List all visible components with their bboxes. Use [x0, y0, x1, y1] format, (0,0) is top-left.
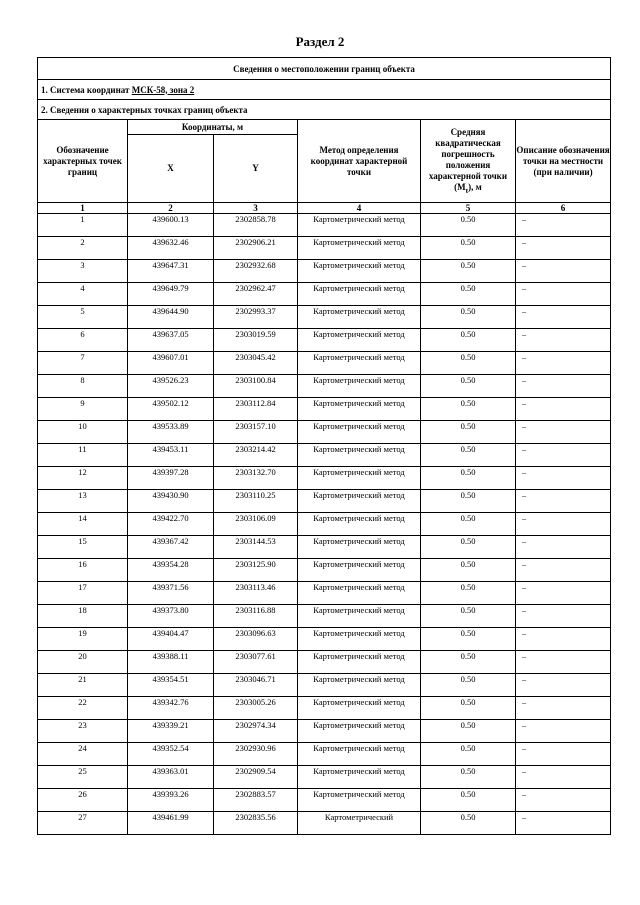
description: –: [516, 789, 611, 812]
mean-square-error: 0.50: [421, 398, 516, 421]
point-number: 8: [38, 375, 128, 398]
x-coordinate: 439533.89: [128, 421, 214, 444]
point-number: 25: [38, 766, 128, 789]
table-row: [38, 536, 611, 559]
y-coordinate: 2302835.56: [214, 812, 298, 835]
point-number: 20: [38, 651, 128, 674]
description: –: [516, 674, 611, 697]
mean-square-error: 0.50: [421, 697, 516, 720]
mean-square-error: 0.50: [421, 467, 516, 490]
table-row: [38, 559, 611, 582]
table-row: [38, 283, 611, 306]
method: Картометрический метод: [298, 536, 421, 559]
mean-square-error: 0.50: [421, 421, 516, 444]
mean-square-error: 0.50: [421, 674, 516, 697]
header-error: [421, 120, 516, 203]
table-row: [38, 674, 611, 697]
method: Картометрический метод: [298, 467, 421, 490]
x-coordinate: 439393.26: [128, 789, 214, 812]
y-coordinate: 2303132.70: [214, 467, 298, 490]
x-coordinate: 439397.28: [128, 467, 214, 490]
y-coordinate: 2303113.46: [214, 582, 298, 605]
x-coordinate: 439430.90: [128, 490, 214, 513]
description: –: [516, 559, 611, 582]
mean-square-error: 0.50: [421, 375, 516, 398]
point-number: 14: [38, 513, 128, 536]
method: Картометрический метод: [298, 260, 421, 283]
column-numbers-row: [38, 203, 611, 214]
table-row: [38, 513, 611, 536]
mean-square-error: 0.50: [421, 605, 516, 628]
method: Картометрический метод: [298, 398, 421, 421]
mean-square-error: 0.50: [421, 444, 516, 467]
point-number: 18: [38, 605, 128, 628]
x-coordinate: 439404.47: [128, 628, 214, 651]
description: –: [516, 306, 611, 329]
mean-square-error: 0.50: [421, 536, 516, 559]
x-coordinate: 439600.13: [128, 214, 214, 237]
mean-square-error: 0.50: [421, 651, 516, 674]
mean-square-error: 0.50: [421, 329, 516, 352]
x-coordinate: 439342.76: [128, 697, 214, 720]
x-coordinate: 439502.12: [128, 398, 214, 421]
mean-square-error: 0.50: [421, 237, 516, 260]
point-number: 16: [38, 559, 128, 582]
mean-square-error: 0.50: [421, 352, 516, 375]
method: Картометрический метод: [298, 444, 421, 467]
point-number: 12: [38, 467, 128, 490]
y-coordinate: 2303110.25: [214, 490, 298, 513]
description: –: [516, 375, 611, 398]
mean-square-error: 0.50: [421, 812, 516, 835]
x-coordinate: 439354.51: [128, 674, 214, 697]
description: –: [516, 214, 611, 237]
x-coordinate: 439422.70: [128, 513, 214, 536]
description: –: [516, 743, 611, 766]
point-number: 10: [38, 421, 128, 444]
header-point-name: Обозначение характерных точек границ: [38, 120, 128, 203]
mean-square-error: 0.50: [421, 720, 516, 743]
coord-system-value: МСК-58, зона 2: [131, 84, 195, 95]
mean-square-error: 0.50: [421, 789, 516, 812]
y-coordinate: 2302932.68: [214, 260, 298, 283]
y-coordinate: 2303157.10: [214, 421, 298, 444]
x-coordinate: 439354.28: [128, 559, 214, 582]
mean-square-error: 0.50: [421, 582, 516, 605]
mean-square-error: 0.50: [421, 306, 516, 329]
y-coordinate: 2303096.63: [214, 628, 298, 651]
mean-square-error: 0.50: [421, 766, 516, 789]
table-row: [38, 812, 611, 835]
x-coordinate: 439607.01: [128, 352, 214, 375]
mean-square-error: 0.50: [421, 743, 516, 766]
table-row: [38, 697, 611, 720]
method: Картометрический метод: [298, 513, 421, 536]
description: –: [516, 720, 611, 743]
coord-system-label: 1. Система координат: [41, 84, 132, 95]
method: Картометрический: [298, 812, 421, 835]
method: Картометрический метод: [298, 789, 421, 812]
point-number: 21: [38, 674, 128, 697]
y-coordinate: 2303046.71: [214, 674, 298, 697]
table-row: [38, 628, 611, 651]
point-number: 4: [38, 283, 128, 306]
description: –: [516, 605, 611, 628]
table-row: [38, 582, 611, 605]
table-row: [38, 490, 611, 513]
header-coords: Координаты, м: [128, 120, 298, 135]
point-number: 3: [38, 260, 128, 283]
mean-square-error: 0.50: [421, 490, 516, 513]
x-coordinate: 439363.01: [128, 766, 214, 789]
y-coordinate: 2303214.42: [214, 444, 298, 467]
point-number: 23: [38, 720, 128, 743]
description: –: [516, 352, 611, 375]
point-number: 22: [38, 697, 128, 720]
y-coordinate: 2302930.96: [214, 743, 298, 766]
method: Картометрический метод: [298, 628, 421, 651]
y-coordinate: 2302974.34: [214, 720, 298, 743]
header-error-main: Средняя квадратическая погрешность положения характерной точки (M: [428, 126, 508, 192]
header-y: Y: [214, 135, 298, 203]
description: –: [516, 628, 611, 651]
description: –: [516, 237, 611, 260]
table-row: [38, 743, 611, 766]
point-number: 6: [38, 329, 128, 352]
point-number: 1: [38, 214, 128, 237]
method: Картометрический метод: [298, 559, 421, 582]
method: Картометрический метод: [298, 697, 421, 720]
method: Картометрический метод: [298, 237, 421, 260]
mean-square-error: 0.50: [421, 214, 516, 237]
method: Картометрический метод: [298, 651, 421, 674]
description: –: [516, 421, 611, 444]
header-method: Метод определения координат характерной точки: [298, 120, 421, 203]
x-coordinate: 439373.80: [128, 605, 214, 628]
point-number: 13: [38, 490, 128, 513]
method: Картометрический метод: [298, 605, 421, 628]
boundary-table: [37, 57, 611, 835]
y-coordinate: 2302858.78: [214, 214, 298, 237]
table-row: [38, 329, 611, 352]
description: –: [516, 467, 611, 490]
x-coordinate: 439352.54: [128, 743, 214, 766]
header-description: Описание обозначения точки на местности (при наличии): [516, 120, 611, 203]
y-coordinate: 2302883.57: [214, 789, 298, 812]
table-row: [38, 352, 611, 375]
table-row: [38, 375, 611, 398]
table-row: [38, 651, 611, 674]
y-coordinate: 2303045.42: [214, 352, 298, 375]
points-heading: 2. Сведения о характерных точках границ объекта: [38, 100, 611, 120]
method: Картометрический метод: [298, 375, 421, 398]
method: Картометрический метод: [298, 329, 421, 352]
header-error-tail: ), м: [468, 181, 482, 192]
x-coordinate: 439649.79: [128, 283, 214, 306]
x-coordinate: 439371.56: [128, 582, 214, 605]
column-number: 2: [128, 203, 214, 214]
point-number: 26: [38, 789, 128, 812]
x-coordinate: 439461.99: [128, 812, 214, 835]
y-coordinate: 2302906.21: [214, 237, 298, 260]
y-coordinate: 2303077.61: [214, 651, 298, 674]
header-x: X: [128, 135, 214, 203]
point-number: 27: [38, 812, 128, 835]
x-coordinate: 439388.11: [128, 651, 214, 674]
y-coordinate: 2303100.84: [214, 375, 298, 398]
point-number: 19: [38, 628, 128, 651]
description: –: [516, 260, 611, 283]
description: –: [516, 513, 611, 536]
description: –: [516, 651, 611, 674]
table-row: [38, 467, 611, 490]
mean-square-error: 0.50: [421, 513, 516, 536]
y-coordinate: 2303125.90: [214, 559, 298, 582]
y-coordinate: 2302993.37: [214, 306, 298, 329]
description: –: [516, 582, 611, 605]
y-coordinate: 2303005.26: [214, 697, 298, 720]
mean-square-error: 0.50: [421, 559, 516, 582]
y-coordinate: 2303106.09: [214, 513, 298, 536]
description: –: [516, 444, 611, 467]
point-number: 2: [38, 237, 128, 260]
table-row: [38, 766, 611, 789]
method: Картометрический метод: [298, 352, 421, 375]
description: –: [516, 536, 611, 559]
coord-system-row: [38, 80, 611, 100]
method: Картометрический метод: [298, 283, 421, 306]
y-coordinate: 2302962.47: [214, 283, 298, 306]
description: –: [516, 283, 611, 306]
table-row: [38, 237, 611, 260]
column-number: 4: [298, 203, 421, 214]
point-number: 11: [38, 444, 128, 467]
description: –: [516, 812, 611, 835]
table-row: [38, 720, 611, 743]
header-error-sub: t: [465, 185, 469, 195]
description: –: [516, 398, 611, 421]
mean-square-error: 0.50: [421, 628, 516, 651]
point-number: 17: [38, 582, 128, 605]
table-row: [38, 260, 611, 283]
y-coordinate: 2303019.59: [214, 329, 298, 352]
column-number: 1: [38, 203, 128, 214]
point-number: 9: [38, 398, 128, 421]
method: Картометрический метод: [298, 306, 421, 329]
x-coordinate: 439644.90: [128, 306, 214, 329]
description: –: [516, 697, 611, 720]
method: Картометрический метод: [298, 743, 421, 766]
x-coordinate: 439526.23: [128, 375, 214, 398]
point-number: 5: [38, 306, 128, 329]
x-coordinate: 439647.31: [128, 260, 214, 283]
table-row: [38, 605, 611, 628]
table-row: [38, 789, 611, 812]
table-row: [38, 421, 611, 444]
x-coordinate: 439453.11: [128, 444, 214, 467]
point-number: 15: [38, 536, 128, 559]
x-coordinate: 439637.05: [128, 329, 214, 352]
method: Картометрический метод: [298, 582, 421, 605]
method: Картометрический метод: [298, 490, 421, 513]
method: Картометрический метод: [298, 214, 421, 237]
y-coordinate: 2303144.53: [214, 536, 298, 559]
table-row: [38, 398, 611, 421]
x-coordinate: 439339.21: [128, 720, 214, 743]
method: Картометрический метод: [298, 766, 421, 789]
table-row: [38, 214, 611, 237]
table-title: Сведения о местоположении границ объекта: [38, 58, 611, 80]
x-coordinate: 439367.42: [128, 536, 214, 559]
method: Картометрический метод: [298, 421, 421, 444]
mean-square-error: 0.50: [421, 260, 516, 283]
column-number: 3: [214, 203, 298, 214]
table-row: [38, 444, 611, 467]
y-coordinate: 2303116.88: [214, 605, 298, 628]
column-number: 6: [516, 203, 611, 214]
method: Картометрический метод: [298, 674, 421, 697]
description: –: [516, 766, 611, 789]
y-coordinate: 2303112.84: [214, 398, 298, 421]
point-number: 7: [38, 352, 128, 375]
x-coordinate: 439632.46: [128, 237, 214, 260]
description: –: [516, 490, 611, 513]
description: –: [516, 329, 611, 352]
method: Картометрический метод: [298, 720, 421, 743]
section-title: Раздел 2: [295, 34, 345, 49]
y-coordinate: 2302909.54: [214, 766, 298, 789]
column-number: 5: [421, 203, 516, 214]
mean-square-error: 0.50: [421, 283, 516, 306]
table-row: [38, 306, 611, 329]
point-number: 24: [38, 743, 128, 766]
